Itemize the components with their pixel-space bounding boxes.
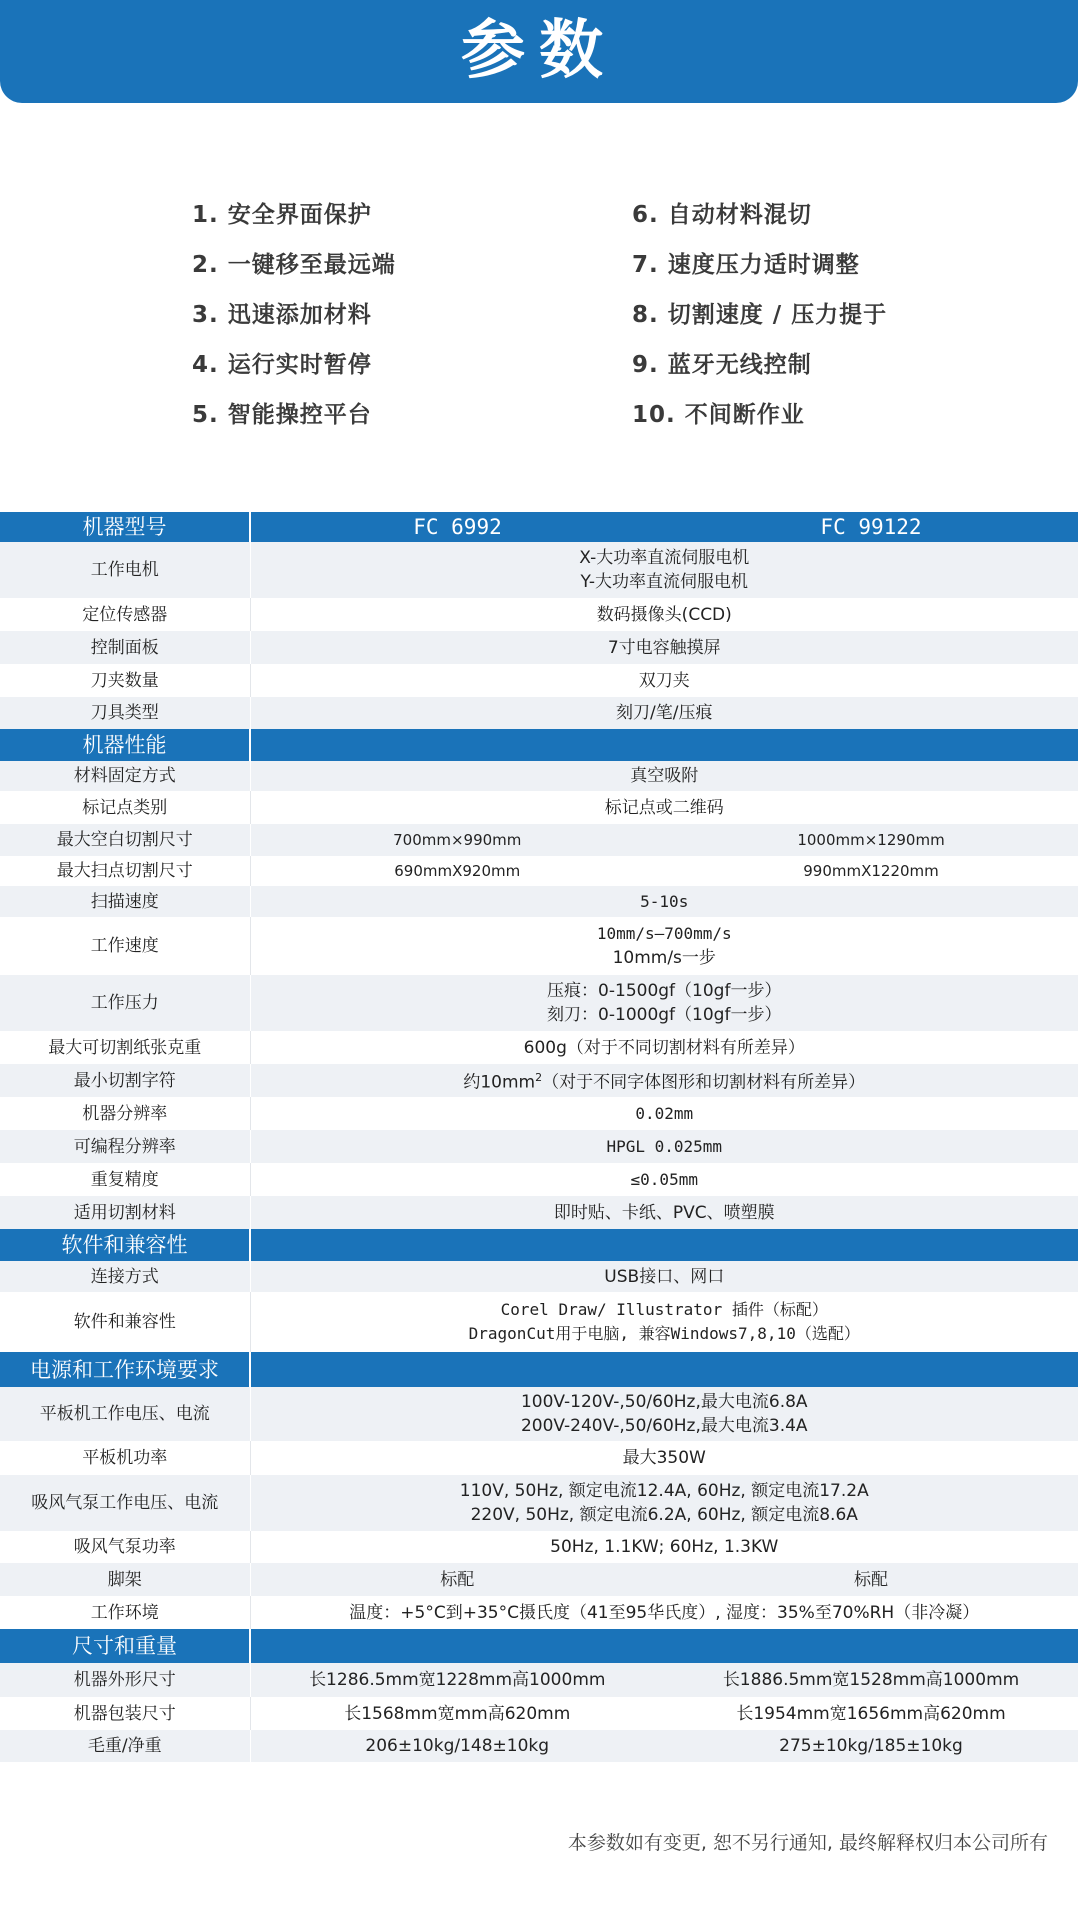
row-value: 5-10s: [250, 886, 1078, 917]
row-value-line: 压痕：0-1500gf（10gf一步）: [547, 981, 782, 1001]
row-value-line: 220V, 50Hz, 额定电流6.2A, 60Hz, 额定电流8.6A: [470, 1505, 858, 1525]
row-label: 扫描速度: [0, 886, 250, 917]
table-row: [0, 664, 1078, 697]
min-char-size: 约10mm: [463, 1072, 536, 1093]
row-value: 0.02mm: [250, 1097, 1078, 1130]
superscript: 2: [535, 1071, 543, 1085]
row-value: [250, 1292, 1078, 1352]
row-value: 即时贴、卡纸、PVC、喷塑膜: [250, 1196, 1078, 1229]
row-value: [250, 1475, 1078, 1531]
row-value-b: 1000mm×1290mm: [664, 824, 1078, 856]
table-row: [0, 1031, 1078, 1064]
row-value: 双刀夹: [250, 664, 1078, 697]
table-row: [0, 791, 1078, 824]
row-value-line: Y-大功率直流伺服电机: [580, 572, 748, 592]
row-label: 标记点类别: [0, 791, 250, 824]
row-label: 工作速度: [0, 917, 250, 975]
row-value: 刻刀/笔/压痕: [250, 697, 1078, 729]
feature-item: 1. 安全界面保护: [192, 202, 372, 228]
min-char-note: （对于不同字体图形和切割材料有所差异）: [542, 1072, 866, 1093]
row-value-line: 100V-120V-,50/60Hz,最大电流6.8A: [520, 1392, 808, 1412]
table-row: [0, 598, 1078, 631]
table-row: [0, 1596, 1078, 1629]
row-value: [250, 542, 1078, 598]
page-title: 参数: [461, 14, 617, 88]
section-title: 尺寸和重量: [0, 1629, 250, 1663]
row-value: HPGL 0.025mm: [250, 1130, 1078, 1163]
table-row: [0, 1697, 1078, 1730]
row-value: 标记点或二维码: [250, 791, 1078, 824]
table-row: [0, 886, 1078, 917]
row-label: 工作电机: [0, 542, 250, 598]
row-value-line: 110V, 50Hz, 额定电流12.4A, 60Hz, 额定电流17.2A: [459, 1481, 869, 1501]
table-row: [0, 631, 1078, 664]
row-value-a: 700mm×990mm: [250, 824, 664, 856]
table-row: [0, 697, 1078, 729]
model-b-name: FC 99122: [664, 512, 1078, 542]
row-label: 刀夹数量: [0, 664, 250, 697]
table-row: [0, 1730, 1078, 1762]
model-a-name: FC 6992: [250, 512, 664, 542]
table-header-row: [0, 512, 1078, 542]
table-row: [0, 1097, 1078, 1130]
row-value-b: 990mmX1220mm: [664, 856, 1078, 886]
row-label: 最小切割字符: [0, 1064, 250, 1097]
disclaimer-note: 本参数如有变更, 恕不另行通知, 最终解释权归本公司所有: [567, 1832, 1048, 1854]
table-row: [0, 1563, 1078, 1596]
row-label: 最大扫点切割尺寸: [0, 856, 250, 886]
table-row: [0, 1163, 1078, 1196]
row-value: 真空吸附: [250, 761, 1078, 791]
feature-item: 6. 自动材料混切: [632, 202, 812, 228]
row-label: 软件和兼容性: [0, 1292, 250, 1352]
row-label: 平板机工作电压、电流: [0, 1387, 250, 1441]
feature-item: 9. 蓝牙无线控制: [632, 352, 812, 378]
row-label: 机器包装尺寸: [0, 1697, 250, 1730]
row-value: [250, 975, 1078, 1031]
section-title: 软件和兼容性: [0, 1229, 250, 1261]
row-value-line: 200V-240V-,50/60Hz,最大电流3.4A: [520, 1416, 808, 1436]
table-row: [0, 1292, 1078, 1352]
table-row: [0, 1531, 1078, 1563]
table-row: [0, 1441, 1078, 1475]
feature-item: 10. 不间断作业: [632, 402, 805, 428]
row-label: 最大空白切割尺寸: [0, 824, 250, 856]
row-label: 适用切割材料: [0, 1196, 250, 1229]
row-value: 最大350W: [250, 1441, 1078, 1475]
section-header-row: [0, 729, 1078, 761]
table-row: [0, 1196, 1078, 1229]
table-row: [0, 917, 1078, 975]
row-value: [250, 917, 1078, 975]
table-row: [0, 542, 1078, 598]
section-header-row: [0, 1229, 1078, 1261]
row-value: 600g（对于不同切割材料有所差异）: [250, 1031, 1078, 1064]
row-value: 数码摄像头(CCD): [250, 598, 1078, 631]
row-value-b: 长1954mm宽1656mm高620mm: [664, 1697, 1078, 1730]
row-value: 温度：+5°C到+35°C摄氏度（41至95华氏度）, 湿度：35%至70%RH（非冷凝）: [250, 1596, 1078, 1629]
feature-item: 8. 切割速度 / 压力提于: [632, 302, 888, 328]
row-label: 脚架: [0, 1563, 250, 1596]
feature-item: 4. 运行实时暂停: [192, 352, 372, 378]
row-value-line: 10mm/s—700mm/s: [596, 924, 732, 943]
row-value-a: 长1568mm宽mm高620mm: [250, 1697, 664, 1730]
table-row: [0, 856, 1078, 886]
row-label: 连接方式: [0, 1261, 250, 1292]
row-value: 50Hz, 1.1KW; 60Hz, 1.3KW: [250, 1531, 1078, 1563]
table-row: [0, 1663, 1078, 1697]
row-label: 工作压力: [0, 975, 250, 1031]
row-value-line: DragonCut用于电脑, 兼容Windows7,8,10（选配）: [468, 1324, 860, 1343]
feature-item: 2. 一键移至最远端: [192, 252, 396, 278]
table-row: [0, 1130, 1078, 1163]
spec-table: [0, 512, 1078, 1762]
table-row: [0, 1475, 1078, 1531]
table-row: [0, 761, 1078, 791]
row-value: ≤0.05mm: [250, 1163, 1078, 1196]
row-value-line: 10mm/s一步: [612, 948, 716, 968]
row-label: 吸风气泵工作电压、电流: [0, 1475, 250, 1531]
row-value-a: 长1286.5mm宽1228mm高1000mm: [250, 1663, 664, 1697]
row-value-line: X-大功率直流伺服电机: [579, 548, 750, 568]
row-label: 刀具类型: [0, 697, 250, 729]
section-title: 机器性能: [0, 729, 250, 761]
row-label: 定位传感器: [0, 598, 250, 631]
feature-item: 5. 智能操控平台: [192, 402, 372, 428]
row-label: 工作环境: [0, 1596, 250, 1629]
section-header-row: [0, 1629, 1078, 1663]
row-value-a: 206±10kg/148±10kg: [250, 1730, 664, 1762]
row-value-b: 275±10kg/185±10kg: [664, 1730, 1078, 1762]
table-row: [0, 1387, 1078, 1441]
header-label: 机器型号: [0, 512, 250, 542]
table-row: [0, 1064, 1078, 1097]
row-value: 7寸电容触摸屏: [250, 631, 1078, 664]
row-label: 可编程分辨率: [0, 1130, 250, 1163]
row-label: 吸风气泵功率: [0, 1531, 250, 1563]
row-value-a: 690mmX920mm: [250, 856, 664, 886]
row-label: 毛重/净重: [0, 1730, 250, 1762]
row-label: 平板机功率: [0, 1441, 250, 1475]
row-label: 机器分辨率: [0, 1097, 250, 1130]
row-value-line: Corel Draw/ Illustrator 插件（标配）: [500, 1300, 828, 1319]
row-label: 材料固定方式: [0, 761, 250, 791]
row-value: USB接口、网口: [250, 1261, 1078, 1292]
row-label: 最大可切割纸张克重: [0, 1031, 250, 1064]
table-row: [0, 1261, 1078, 1292]
section-title: 电源和工作环境要求: [0, 1352, 250, 1387]
row-label: 控制面板: [0, 631, 250, 664]
table-row: [0, 975, 1078, 1031]
feature-item: 7. 速度压力适时调整: [632, 252, 860, 278]
row-value-b: 标配: [664, 1563, 1078, 1596]
feature-item: 3. 迅速添加材料: [192, 302, 372, 328]
row-label: 重复精度: [0, 1163, 250, 1196]
table-row: [0, 824, 1078, 856]
row-value-b: 长1886.5mm宽1528mm高1000mm: [664, 1663, 1078, 1697]
row-label: 机器外形尺寸: [0, 1663, 250, 1697]
row-value: [250, 1064, 1078, 1097]
row-value-a: 标配: [250, 1563, 664, 1596]
row-value-line: 刻刀：0-1000gf（10gf一步）: [547, 1005, 782, 1025]
row-value: [250, 1387, 1078, 1441]
section-header-row: [0, 1352, 1078, 1387]
